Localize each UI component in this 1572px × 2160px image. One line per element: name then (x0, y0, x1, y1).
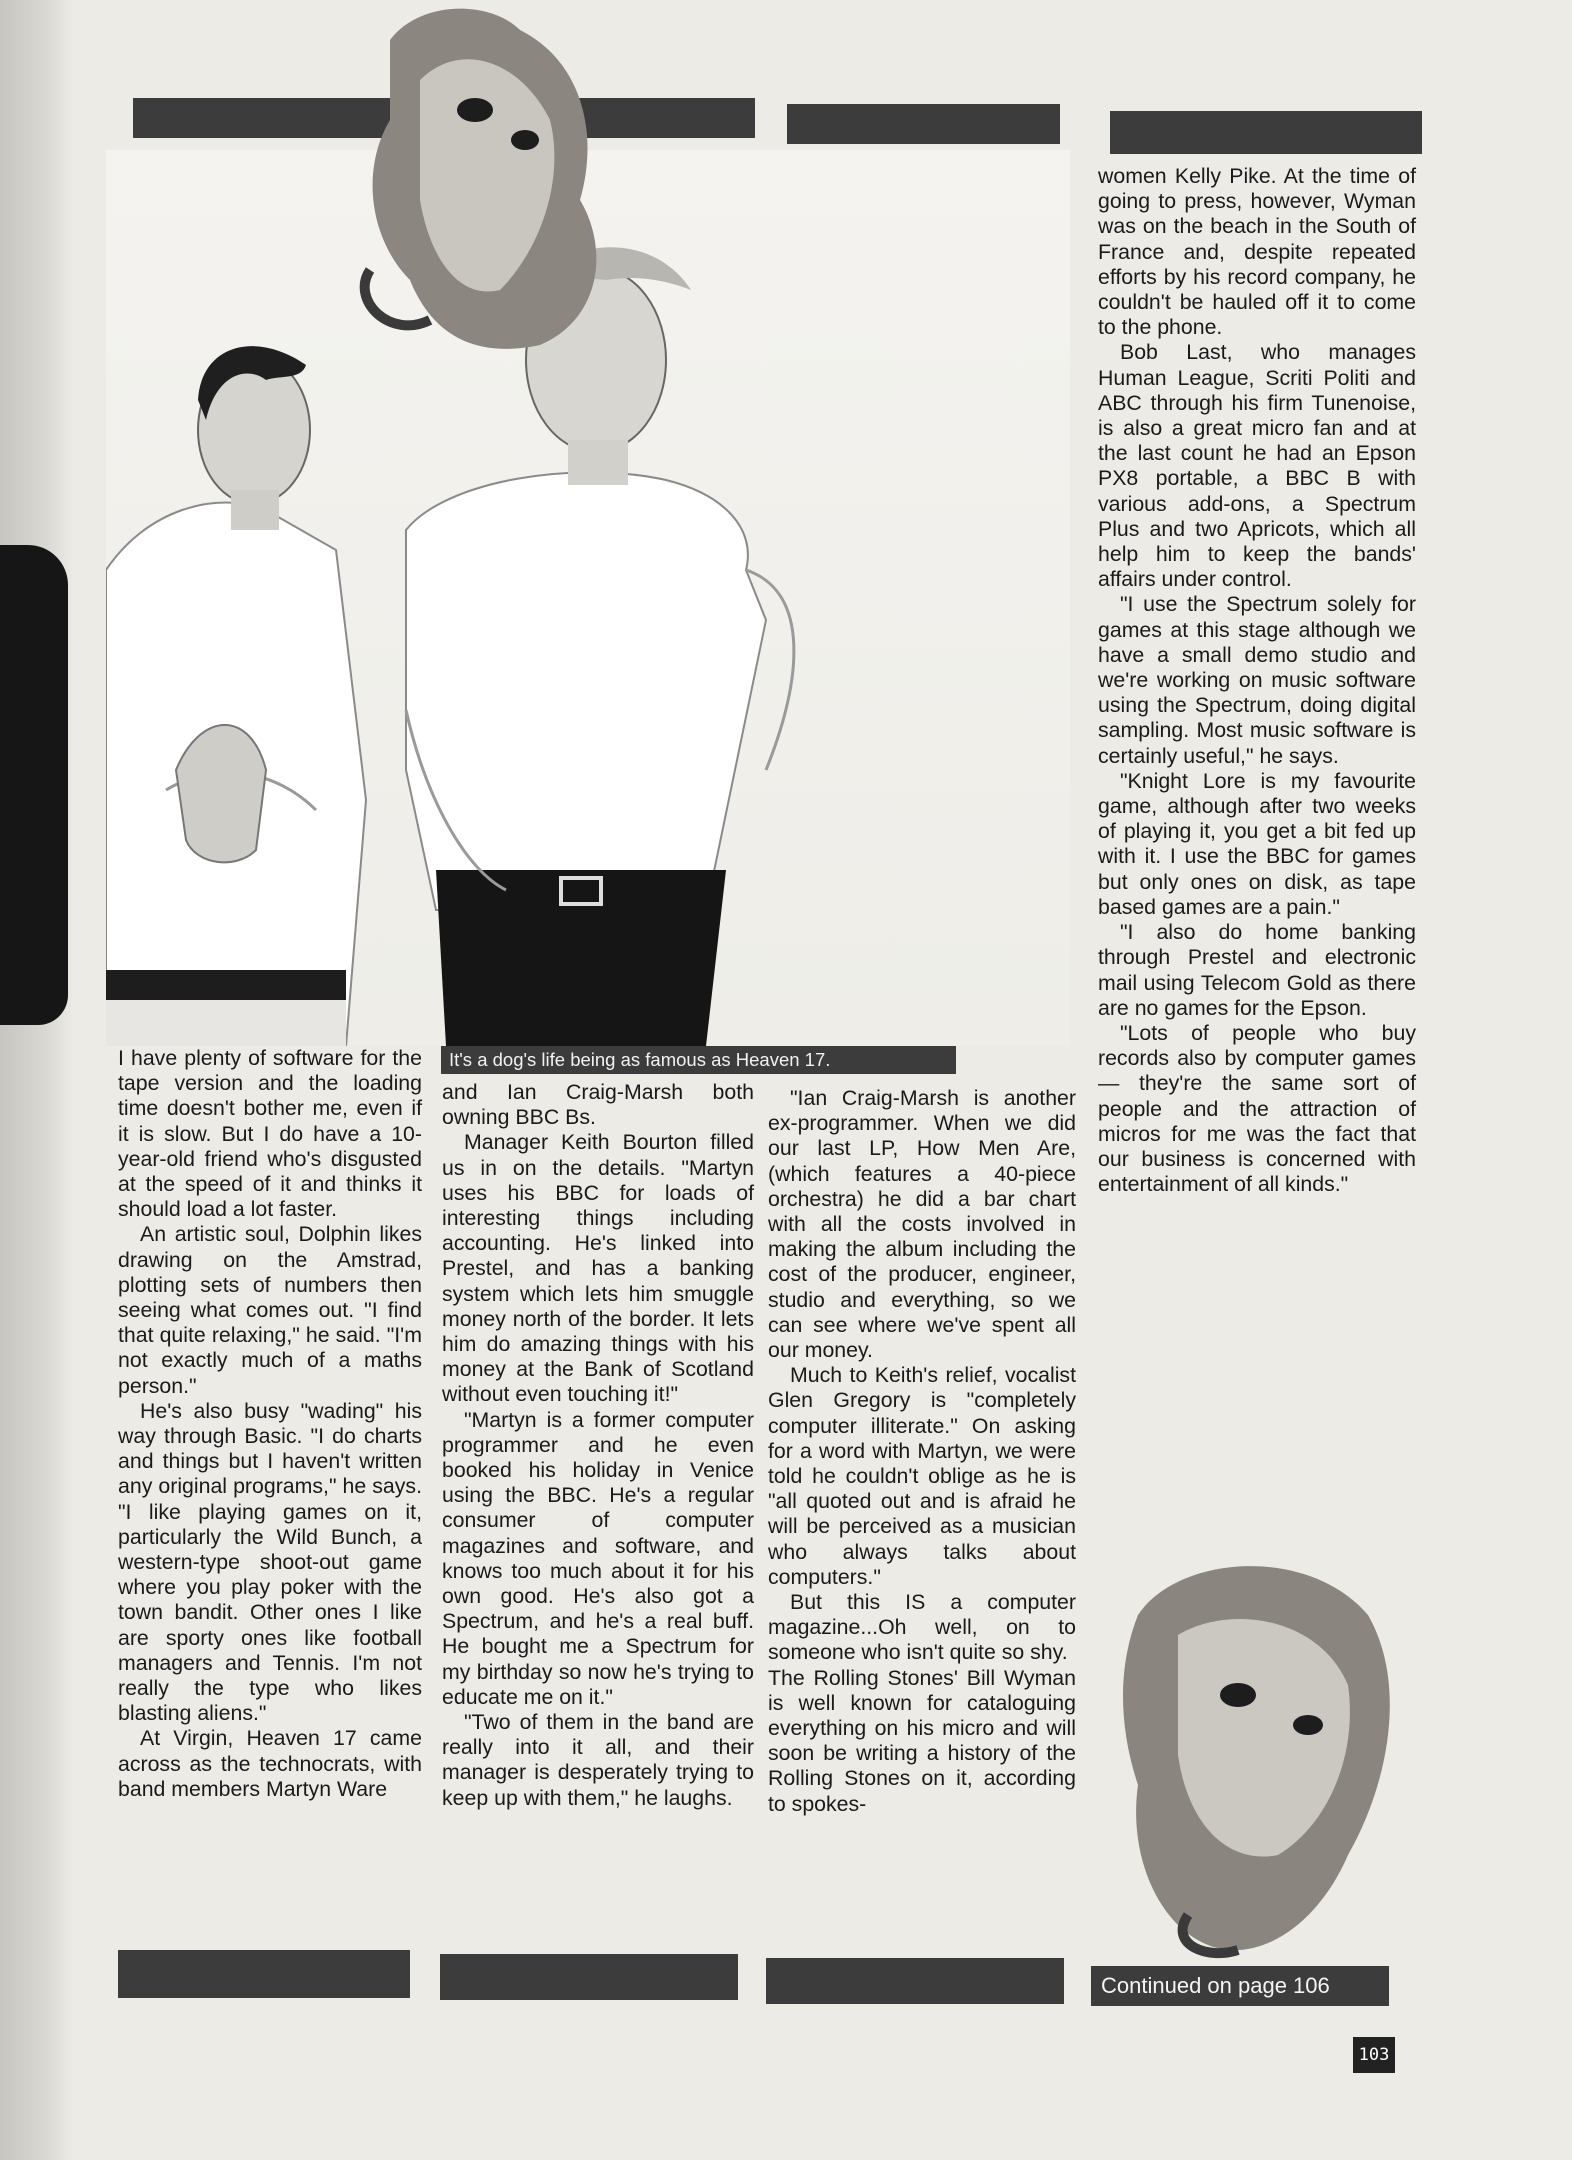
column-4-paragraph: "Lots of people who buy records also by computer games — they're the same sort of people and the attraction of micros for me was the fact that our business is concerned with entertainment of all kinds." (1098, 1020, 1416, 1197)
column-4-paragraph: "Knight Lore is my favourite game, although after two weeks of playing it, you get a bit fed up with it. I use the BBC for games but only ones on disk, as tape based games are a pain." (1098, 768, 1416, 919)
article-column-3 (768, 1086, 1076, 1817)
column-3-paragraph: "Ian Craig-Marsh is another ex-programmer. When we did our last LP, How Men Are, (which features a 40-piece orchestra) he did a bar chart with all the costs involved in making the album including the cost of the producer, engineer, studio and everything, so we can see where we've spent all our money. (768, 1086, 1076, 1363)
column-3-paragraph: But this IS a computer magazine...Oh well, on to someone who isn't quite so shy. (768, 1590, 1076, 1665)
left-person (106, 346, 366, 1046)
photo-caption: It's a dog's life being as famous as Heaven 17. (441, 1046, 956, 1074)
page-binding-shadow (0, 0, 74, 2160)
header-bar-middle (787, 104, 1060, 144)
column-1-paragraph: An artistic soul, Dolphin likes drawing on the Amstrad, plotting sets of numbers then seeing what comes out. "I find that quite relaxing," he said. "I'm not exactly much of a maths person." (118, 1222, 422, 1398)
column-4-paragraph: women Kelly Pike. At the time of going to press, however, Wyman was on the beach in the South of France and, despite repeated efforts by his record company, he couldn't be hauled off it to come to the phone. (1098, 164, 1416, 340)
column-4-paragraph: Bob Last, who manages Human League, Scriti Politi and ABC through his firm Tunenoise, is also a great micro fan and at the last count he had an Epson PX8 portable, a BBC B with various add-ons, a Spectrum Plus and two Apricots, which all help him to keep the bands' affairs under control. (1098, 340, 1416, 592)
column-1-paragraph: At Virgin, Heaven 17 came across as the technocrats, with band members Martyn Ware (118, 1726, 422, 1801)
dog-image-top (350, 0, 650, 360)
column-3-paragraph: Much to Keith's relief, vocalist Glen Gregory is "completely computer illiterate." On asking for a word with Martyn, we were told he couldn't oblige as he is "all quoted out and is afraid he will be perceived as a musician who always talks about computers." (768, 1363, 1076, 1589)
article-column-1 (118, 1046, 422, 1802)
column-2-paragraph: "Two of them in the band are really into it all, and their manager is desperately trying to keep up with them," he laughs. (442, 1710, 754, 1810)
page-number: 103 (1353, 2037, 1395, 2073)
article-column-4 (1098, 164, 1416, 1197)
dog-image-bottom (1118, 1555, 1398, 1965)
column-1-paragraph: I have plenty of software for the tape version and the loading time doesn't bother me, even if it is slow. But I do have a 10-year-old friend who's disgusted at the speed of it and thinks it should load a lot faster. (118, 1046, 422, 1222)
column-2-paragraph: and Ian Craig-Marsh both owning BBC Bs. (442, 1080, 754, 1130)
column-2-paragraph: "Martyn is a former computer programmer and he even booked his holiday in Venice using the BBC. He's a regular consumer of computer magazines and software, and knows too much about it for his own good. He's also got a Spectrum, and he's a real buff. He bought me a Spectrum for my birthday so now he's trying to educate me on it." (442, 1407, 754, 1709)
column-1-paragraph: He's also busy "wading" his way through Basic. "I do charts and things but I haven't written any original programs," he says. "I like playing games on it, particularly the Wild Bunch, a western-type shoot-out game where you play poker with the town bandit. Other ones I like are sporty ones like football managers and Tennis. I'm not really the type who likes blasting aliens." (118, 1398, 422, 1726)
column-4-paragraph: "I also do home banking through Prestel and electronic mail using Telecom Gold as there are no games for the Epson. (1098, 920, 1416, 1020)
column-3-paragraph: The Rolling Stones' Bill Wyman is well known for cataloguing everything on his micro and will soon be writing a history of the Rolling Stones on it, according to spokes- (768, 1665, 1076, 1816)
right-person (406, 247, 794, 1046)
header-bar-right (1110, 111, 1422, 154)
footer-bar-3 (766, 1958, 1064, 2004)
facing-page-edge (0, 545, 68, 1025)
footer-bar-2 (440, 1954, 738, 2000)
footer-bar-1 (118, 1950, 410, 1998)
article-column-2 (442, 1080, 754, 1811)
continued-on-page-label: Continued on page 106 (1091, 1966, 1389, 2006)
column-4-paragraph: "I use the Spectrum solely for games at this stage although we have a small demo studio and we're working on music software using the Spectrum, doing digital sampling. Most music software is certainly useful," he says. (1098, 592, 1416, 768)
column-2-paragraph: Manager Keith Bourton filled us in on the details. "Martyn uses his BBC for loads of interesting things including accounting. He's linked into Prestel, and has a banking system which lets him smuggle money north of the border. It lets him do amazing things with his money at the Bank of Scotland without even touching it!" (442, 1130, 754, 1407)
